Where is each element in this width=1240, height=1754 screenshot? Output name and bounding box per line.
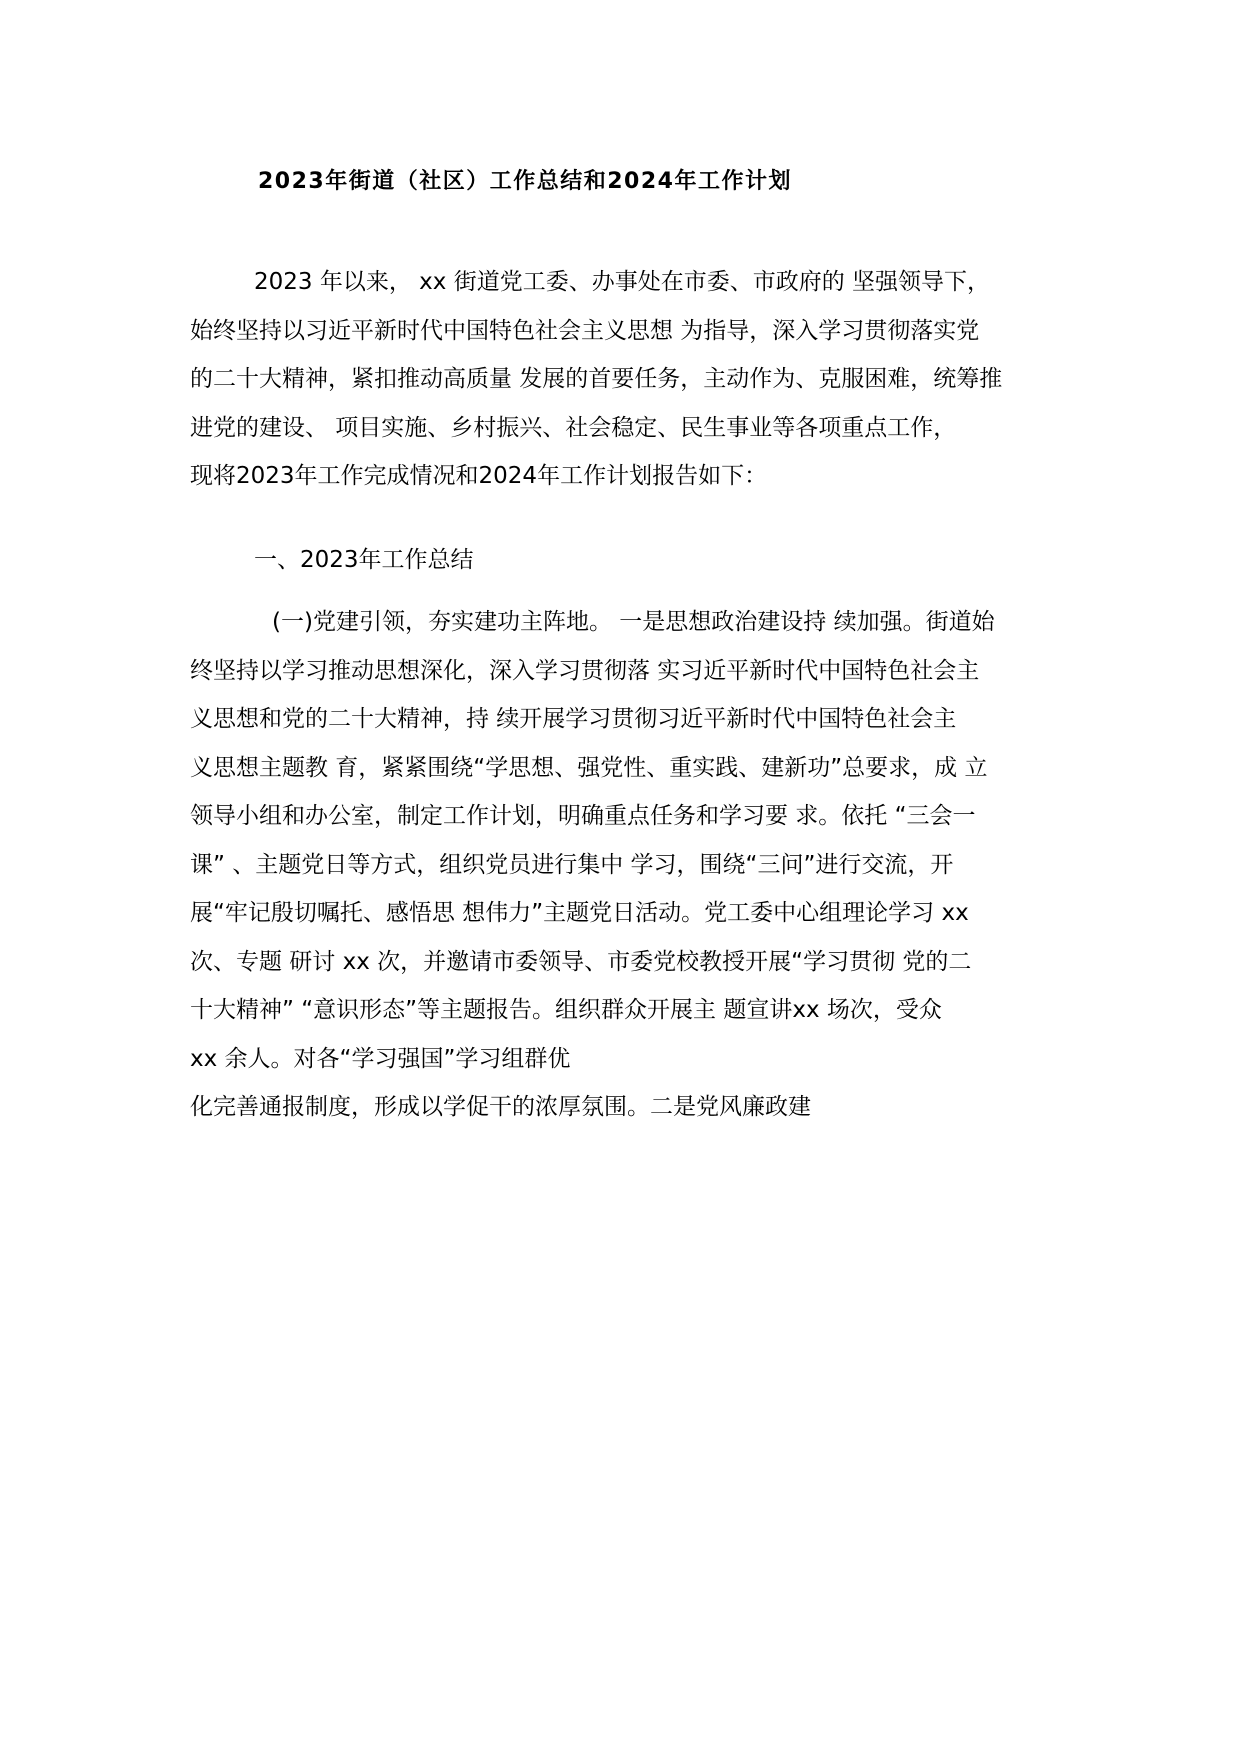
paragraph-line: 展“牢记殷切嘱托、感悟思 想伟力”主题党日活动。党工委中心组理论学习 xx [190,900,969,926]
paragraph-line: 领导小组和办公室，制定工作计划，明确重点任务和学习要 求。依托 “三会一 [190,803,976,829]
section-heading-text: 一、2023年工作总结 [254,547,474,573]
section-paragraph [190,598,1090,1132]
paragraph-line: 义思想主题教 育，紧紧围绕“学思想、强党性、重实践、建新功”总要求，成 立 [190,754,988,781]
paragraph-line: xx 余人。对各“学习强国”学习组群优 [190,1045,571,1072]
intro-paragraph [190,258,1090,501]
document-title: 2023年街道（社区）工作总结和2024年工作计划 [258,169,792,194]
paragraph-line: 现将2023年工作完成情况和2024年工作计划报告如下： [190,463,768,489]
paragraph-line: 次、专题 研讨 xx 次，并邀请市委领导、市委党校教授开展“学习贯彻 党的二 [190,948,972,975]
section-heading [190,536,1090,585]
paragraph-line: 课” 、主题党日等方式，组织党员进行集中 学习，围绕“三问”进行交流，开 [190,851,954,878]
paragraph-line: 化完善通报制度，形成以学促干的浓厚氛围。二是党风廉政建 [190,1094,811,1120]
paragraph-line: 进党的建设、 项目实施、乡村振兴、社会稳定、民生事业等各项重点工作， [190,414,957,441]
paragraph-line: 义思想和党的二十大精神，持 续开展学习贯彻习近平新时代中国特色社会主 [190,706,957,732]
paragraph-line: (一)党建引领，夯实建功主阵地。 一是思想政治建设持 续加强。街道始 [272,609,995,635]
paragraph-line: 终坚持以学习推动思想深化，深入学习贯彻落 实习近平新时代中国特色社会主 [190,657,980,684]
paragraph-line: 2023 年以来， xx 街道党工委、办事处在市委、市政府的 坚强领导下， [254,269,990,295]
paragraph-line: 十大精神” “意识形态”等主题报告。组织群众开展主 题宣讲xx 场次，受众 [190,997,942,1023]
paragraph-line: 始终坚持以习近平新时代中国特色社会主义思想 为指导，深入学习贯彻落实党 [190,317,980,344]
paragraph-line: 的二十大精神，紧扣推动高质量 发展的首要任务，主动作为、克服困难，统筹推 [190,366,1003,392]
